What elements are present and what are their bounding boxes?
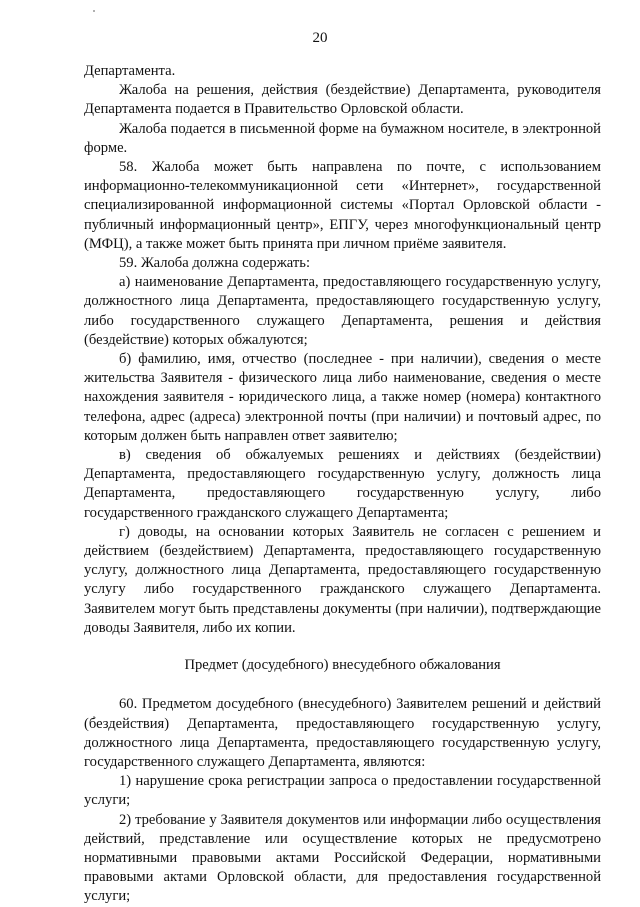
paragraph: 58. Жалоба может быть направлена по почте, с использованием информационно-телекоммуникационной сети «Интернет», государственной специализированной информационной системы «Портал Орловской области - публичный информационный центр», ЕПГУ, через многофункциональный центр (МФЦ), а также может быть принята при личном приёме заявителя. — [84, 159, 601, 252]
paragraph: 2) требование у Заявителя документов или информации либо осуществления действий, представление или осуществление которых не предусмотрено нормативными правовыми актами Российской Федерации, нормативными правовыми актами Орловской области, для предоставления государственной услуги; — [84, 811, 601, 905]
paragraph: 59. Жалоба должна содержать: — [119, 255, 310, 272]
section-heading: Предмет (досудебного) внесудебного обжалования — [184, 657, 501, 674]
paragraph: 1) нарушение срока регистрации запроса о предоставлении государственной услуги; — [84, 773, 601, 809]
paragraph: Жалоба подается в письменной форме на бумажном носителе, в электронной форме. — [84, 120, 601, 156]
page-number: 20 — [312, 30, 328, 46]
paragraph: г) доводы, на основании которых Заявитель не согласен с решением и действием (бездействием) Департамента, предоставляющего государственную услугу, должностного лица Департамента, предоставляющего государственную услугу либо государственного гражданского служащего Департамента. Заявителем могут быть представлены документы (при наличии), подтверждающие доводы Заявителя, либо их копии. — [84, 523, 601, 636]
document-body — [84, 62, 601, 907]
paragraph: а) наименование Департамента, предоставляющего государственную услугу, должностного лица Департамента, предоставляющего государственную услугу, либо государственного служащего Департамента, решения и действия (бездействие) которых обжалуются; — [84, 274, 601, 348]
paragraph: в) сведения об обжалуемых решениях и действиях (бездействии) Департамента, предоставляющего государственную услугу, должность лица Департамента, предоставляющего государственную услугу, либо государственного гражданского служащего Департамента; — [84, 447, 601, 521]
paragraph: б) фамилию, имя, отчество (последнее - при наличии), сведения о месте жительства Заявителя - физического лица либо наименование, сведения о месте нахождения заявителя - юридического лица, а также номер (номера) контактного телефона, адрес (адреса) электронной почты (при наличии) и почтовый адрес, по которым должен быть направлен ответ заявителю; — [84, 351, 601, 444]
paragraph: 60. Предметом досудебного (внесудебного) Заявителем решений и действий (бездействия) Департамента, предоставляющего государственную услугу, должностного лица Департамента, предоставляющего государственную услугу, государственного служащего Департамента, являются: — [84, 696, 601, 770]
scan-speck — [93, 10, 95, 12]
paragraph: Жалоба на решения, действия (бездействие) Департамента, руководителя Департамента подается в Правительство Орловской области. — [84, 82, 601, 118]
paragraph: Департамента. — [84, 63, 176, 79]
